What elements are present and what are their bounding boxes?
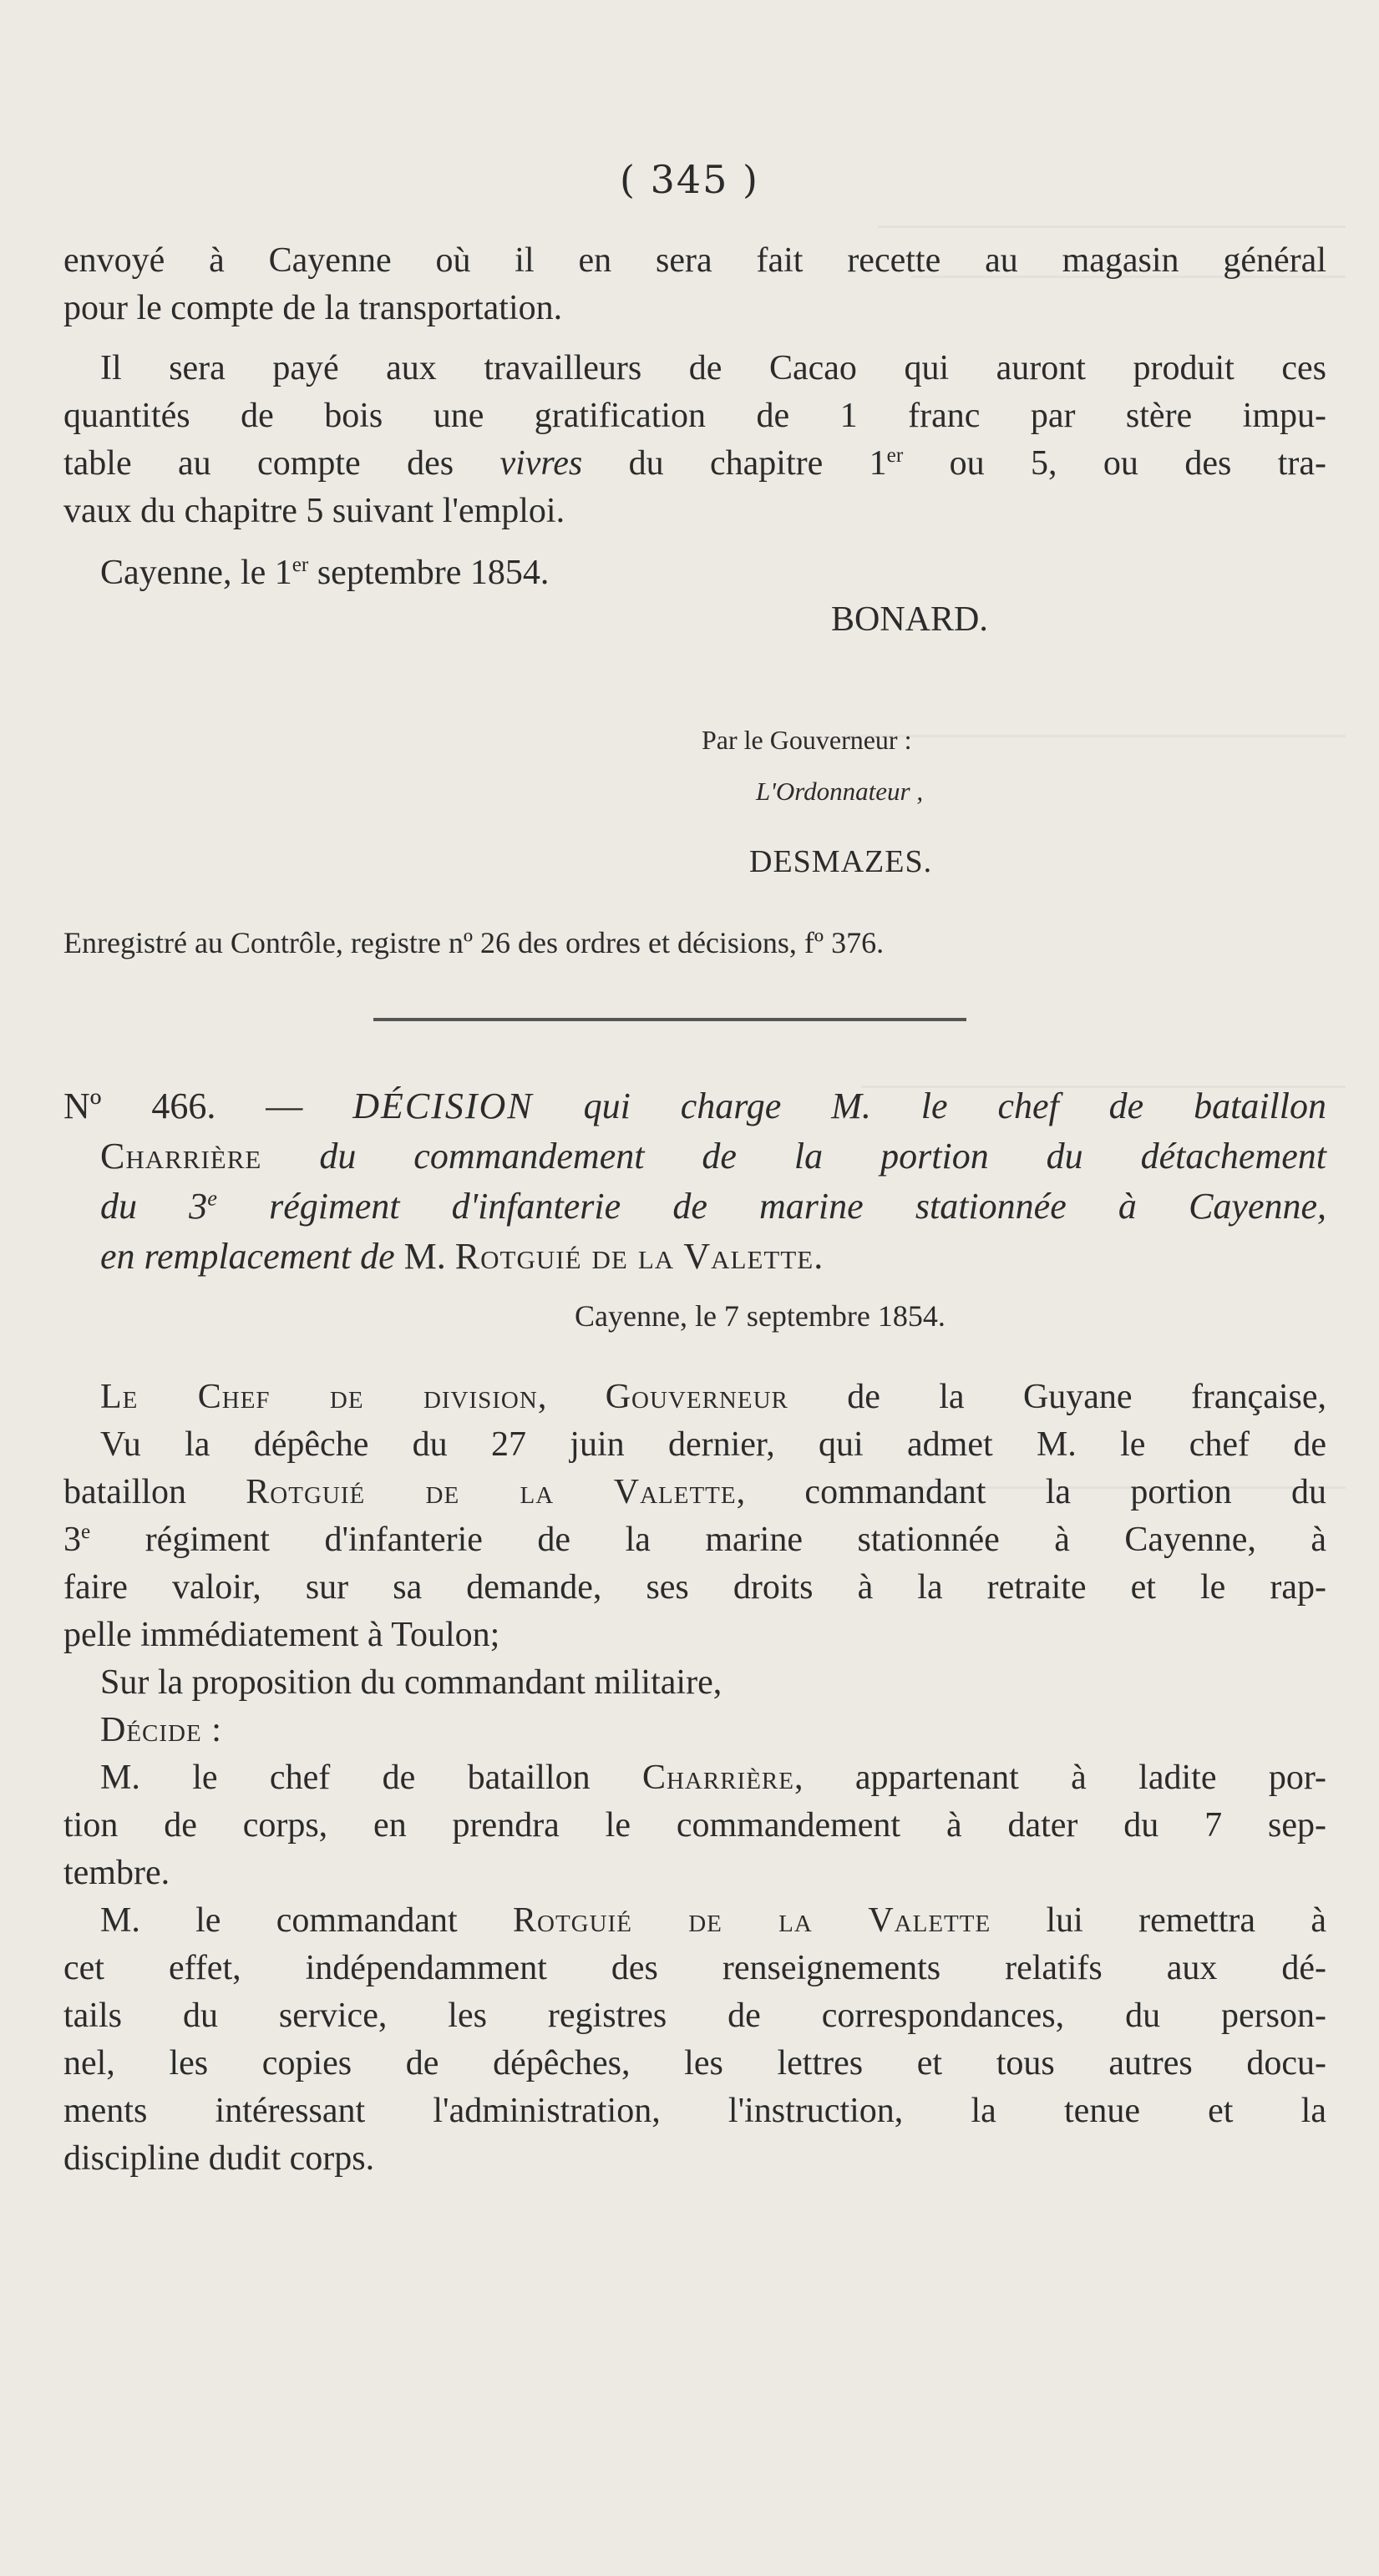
decision-label: DÉCISION [352,1086,534,1126]
decide-label: Décide : [100,1711,222,1749]
decision-body [63,1374,1326,2183]
text-line: pelle immédiatement à Toulon; [63,1616,500,1654]
text-line [63,1516,1326,1564]
text-line: Il sera payé aux travailleurs de Cacao qui auront produit ces [100,349,1326,387]
superscript: er [292,554,309,576]
text-span: M. le commandant [100,1901,513,1940]
text-line [63,1897,1326,1945]
text-line: nel, les copies de dépêches, les lettres et tous autres docu- [63,2044,1326,2083]
heading-line [63,1232,1326,1282]
par-le-gouverneur: Par le Gouverneur : [702,725,912,755]
text-span: , commandant la portion du [736,1473,1326,1511]
signature-desmazes: DESMAZES. [749,844,933,879]
date-line [63,549,1326,597]
name-rotguie: Rotguié de la Valette [246,1473,737,1511]
text-span: du chapitre 1 [582,444,887,483]
text-line: faire valoir, sur sa demande, ses droits à la retraite et le rap- [63,1568,1326,1607]
superscript: er [886,444,904,467]
text-line [63,1754,1326,1802]
text-span: ou 5, ou des tra- [903,444,1326,483]
text-span: de la Guyane française, [788,1378,1326,1416]
name-rotguie: Rotguié de la Valette [454,1236,814,1277]
heading-line [63,1182,1326,1232]
text-span: lui remettra à [991,1901,1326,1940]
superscript: e [207,1185,217,1211]
bleed-through-mark [844,735,1346,737]
heading-line [63,1131,1326,1182]
text-span: M. le chef de bataillon [100,1759,642,1797]
text-line: envoyé à Cayenne où il en sera fait recette au magasin général [63,241,1326,280]
text-span: régiment d'infanterie de la marine stationnée à Cayenne, à [90,1521,1326,1559]
decision-date: Cayenne, le 7 septembre 1854. [575,1299,946,1333]
text-line: tembre. [63,1854,170,1892]
text-span: du commandement de la portion du détachement [261,1136,1326,1177]
page-number: ( 345 ) [620,157,759,202]
paragraph-gratification [63,345,1326,535]
text-line: cet effet, indépendamment des renseignements relatifs aux dé- [63,1949,1326,1987]
text-line: pour le compte de la transportation. [63,289,563,327]
registration-note: Enregistré au Contrôle, registre nº 26 des ordres et décisions, fº 376. [63,926,885,959]
text-span: Cayenne, le 1 [100,554,292,592]
section-divider [373,1018,966,1021]
date-text [63,549,1326,597]
text-line: ments intéressant l'administration, l'instruction, la tenue et la [63,2092,1326,2130]
name-charriere: Charrière [100,1136,262,1177]
text-span: table au compte des [63,444,500,483]
heading-line [63,1081,1326,1131]
text-line: discipline dudit corps. [63,2139,375,2178]
text-span: qui charge M. le chef de bataillon [533,1086,1327,1126]
decision-heading [63,1081,1326,1282]
text-span: , [537,1378,606,1416]
text-line: tails du service, les registres de correspondances, du person- [63,1997,1326,2035]
text-span: . [814,1236,824,1277]
text-span: 3 [63,1521,81,1559]
text-span: septembre 1854. [308,554,550,592]
text-span: bataillon [63,1473,246,1511]
title-gouverneur: Gouverneur [605,1378,788,1416]
italic-word: vivres [499,444,583,483]
text-span: du 3 [100,1186,208,1227]
text-span: régiment d'infanterie de marine stationnée à Cayenne, [216,1186,1327,1227]
name-charriere: Charrière [641,1759,794,1797]
title-chef-de-division: Le Chef de division [100,1378,538,1416]
text-line: Vu la dépêche du 27 juin dernier, qui admet M. le chef de [100,1425,1326,1464]
text-line [63,1469,1326,1516]
decision-number: Nº 466. — [63,1086,353,1126]
paragraph-continuation [63,237,1326,332]
text-line: Sur la proposition du commandant militaire, [100,1663,722,1702]
text-span: , appartenant à ladite por- [793,1759,1326,1797]
text-line: quantités de bois une gratification de 1 franc par stère impu- [63,397,1326,435]
text-line: tion de corps, en prendra le commandement à dater du 7 sep- [63,1806,1326,1845]
name-rotguie: Rotguié de la Valette [512,1901,991,1940]
text-line [63,440,1326,488]
text-span: en remplacement de [100,1236,404,1277]
text-line [63,1374,1326,1421]
ordonnateur-title: L'Ordonnateur , [756,777,924,806]
signature-bonard: BONARD. [831,600,988,639]
text-span: M. [403,1236,455,1277]
text-line: vaux du chapitre 5 suivant l'emploi. [63,492,565,530]
superscript: e [81,1521,91,1543]
bleed-through-mark [878,225,1346,228]
